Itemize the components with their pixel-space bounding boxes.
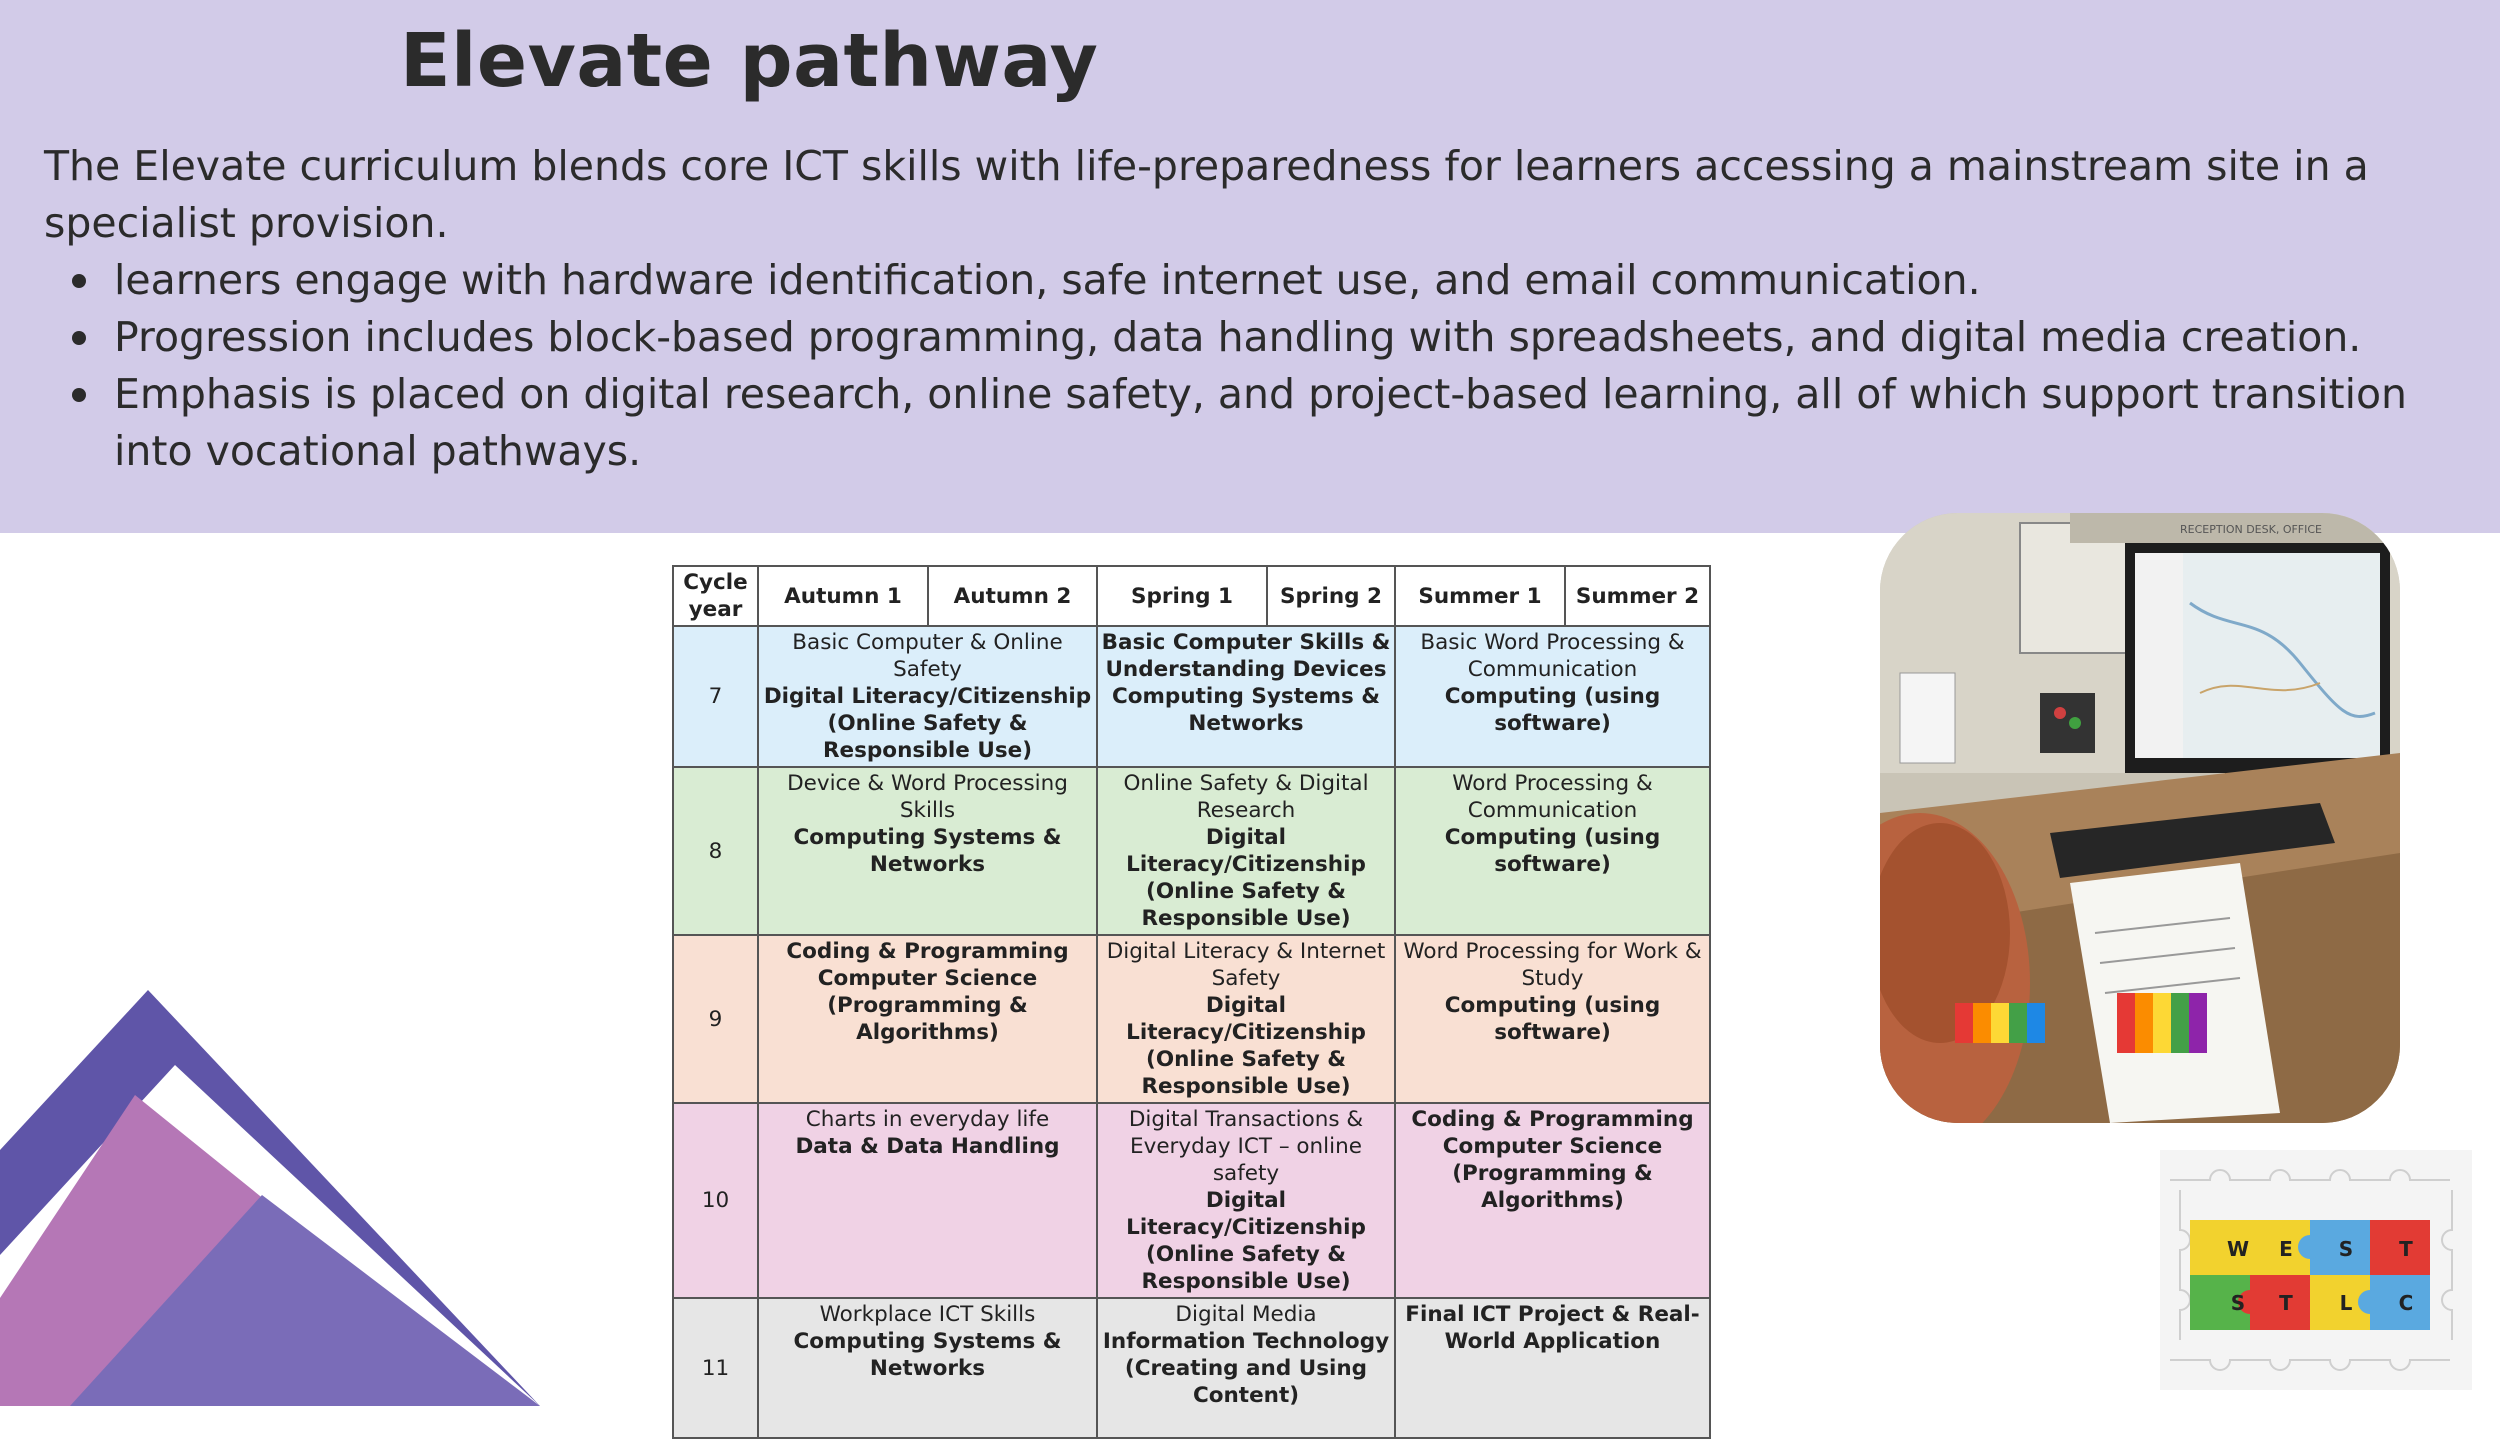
sign-text: RECEPTION DESK, OFFICE xyxy=(2180,523,2323,536)
header-autumn-2: Autumn 2 xyxy=(928,566,1097,626)
bullet-icon xyxy=(72,388,86,402)
puzzle-logo-graphic xyxy=(2160,1150,2472,1390)
table-row xyxy=(673,1103,1710,1298)
table-header-row xyxy=(673,566,1710,626)
autumn-cell xyxy=(758,626,1097,767)
table-row xyxy=(673,935,1710,1103)
header-summer-2: Summer 2 xyxy=(1565,566,1710,626)
strand-text: Computing Systems & Networks xyxy=(793,1329,1062,1381)
decorative-triangles xyxy=(0,980,540,1406)
logo-letter: E xyxy=(2279,1237,2293,1261)
intro-paragraph: The Elevate curriculum blends core ICT skills with life-preparedness for learners accessing a mainstream site in a specialist provision. xyxy=(44,142,2369,247)
bullet-list xyxy=(44,252,2464,480)
strand-text: Data & Data Handling xyxy=(795,1134,1060,1159)
summer-cell xyxy=(1395,626,1710,767)
year-cell: 8 xyxy=(673,767,758,935)
year-cell: 10 xyxy=(673,1103,758,1298)
year-cell: 11 xyxy=(673,1298,758,1438)
strand-text: Coding & Programming Computer Science (Programming & Algorithms) xyxy=(786,939,1069,1045)
strand-text: Information Technology (Creating and Using Content) xyxy=(1102,1329,1390,1408)
autumn-cell xyxy=(758,767,1097,935)
strand-text: Computing (using software) xyxy=(1444,825,1661,877)
logo-letter: C xyxy=(2398,1291,2414,1315)
year-cell: 7 xyxy=(673,626,758,767)
topic-text: Word Processing & Communication xyxy=(1452,771,1653,823)
bullet-icon xyxy=(72,274,86,288)
topic-text: Device & Word Processing Skills xyxy=(787,771,1068,823)
strand-text: Digital Literacy/Citizenship (Online Safety & Responsible Use) xyxy=(763,684,1092,763)
header-autumn-1: Autumn 1 xyxy=(758,566,928,626)
logo-letter: S xyxy=(2230,1291,2246,1315)
page-title: Elevate pathway xyxy=(400,18,1099,104)
table-row xyxy=(673,626,1710,767)
topic-text: Online Safety & Digital Research xyxy=(1123,771,1369,823)
puzzle-logo xyxy=(2160,1150,2472,1390)
bullet-text: learners engage with hardware identification, safe internet use, and email communication. xyxy=(114,256,1981,304)
year-cell: 9 xyxy=(673,935,758,1103)
table-row xyxy=(673,1298,1710,1438)
classroom-photo xyxy=(1880,513,2400,1123)
bullet-item xyxy=(44,309,2464,366)
classroom-photo-illustration xyxy=(1880,513,2400,1123)
logo-letter: T xyxy=(2279,1291,2293,1315)
topic-text: Digital Literacy & Internet Safety xyxy=(1106,939,1386,991)
strand-text: Coding & Programming Computer Science (Programming & Algorithms) xyxy=(1411,1107,1694,1213)
bullet-icon xyxy=(72,331,86,345)
curriculum-table xyxy=(672,565,1711,1439)
strand-text: Computing (using software) xyxy=(1444,993,1661,1045)
topic-text: Digital Transactions & Everyday ICT – online safety xyxy=(1128,1107,1364,1186)
bullet-text: Emphasis is placed on digital research, online safety, and project-based learning, all of which support transition into vocational pathways. xyxy=(114,370,2408,475)
logo-letter: W xyxy=(2226,1237,2250,1261)
bullet-item xyxy=(44,252,2464,309)
strand-text: Final ICT Project & Real-World Application xyxy=(1405,1302,1700,1354)
autumn-cell xyxy=(758,935,1097,1103)
header-spring-2: Spring 2 xyxy=(1267,566,1395,626)
strand-text: Digital Literacy/Citizenship (Online Safety & Responsible Use) xyxy=(1126,993,1366,1099)
topic-text: Basic Computer & Online Safety xyxy=(792,630,1063,682)
header-summer-1: Summer 1 xyxy=(1395,566,1565,626)
spring-cell xyxy=(1097,1103,1395,1298)
strand-text: Computing (using software) xyxy=(1444,684,1661,736)
bullet-item xyxy=(44,366,2464,480)
summer-cell xyxy=(1395,935,1710,1103)
topic-text: Digital Media xyxy=(1175,1302,1317,1327)
strand-text: Computing Systems & Networks xyxy=(793,825,1062,877)
spring-cell xyxy=(1097,626,1395,767)
header-cycle-year: Cycle year xyxy=(673,566,758,626)
logo-letter: S xyxy=(2338,1237,2354,1261)
summer-cell xyxy=(1395,1103,1710,1298)
autumn-cell xyxy=(758,1298,1097,1438)
table-row xyxy=(673,767,1710,935)
topic-text: Charts in everyday life xyxy=(805,1107,1050,1132)
bullet-text: Progression includes block-based programming, data handling with spreadsheets, and digital media creation. xyxy=(114,313,2362,361)
strand-text: Basic Computer Skills & Understanding Devices Computing Systems & Networks xyxy=(1101,630,1391,736)
summer-cell xyxy=(1395,1298,1710,1438)
topic-text: Basic Word Processing & Communication xyxy=(1420,630,1685,682)
autumn-cell xyxy=(758,1103,1097,1298)
topic-text: Workplace ICT Skills xyxy=(819,1302,1036,1327)
header-spring-1: Spring 1 xyxy=(1097,566,1267,626)
spring-cell xyxy=(1097,1298,1395,1438)
spring-cell xyxy=(1097,935,1395,1103)
topic-text: Word Processing for Work & Study xyxy=(1403,939,1702,991)
logo-letter: T xyxy=(2399,1237,2413,1261)
logo-letter: L xyxy=(2339,1291,2353,1315)
strand-text: Digital Literacy/Citizenship (Online Safety & Responsible Use) xyxy=(1126,1188,1366,1294)
summer-cell xyxy=(1395,767,1710,935)
spring-cell xyxy=(1097,767,1395,935)
strand-text: Digital Literacy/Citizenship (Online Safety & Responsible Use) xyxy=(1126,825,1366,931)
